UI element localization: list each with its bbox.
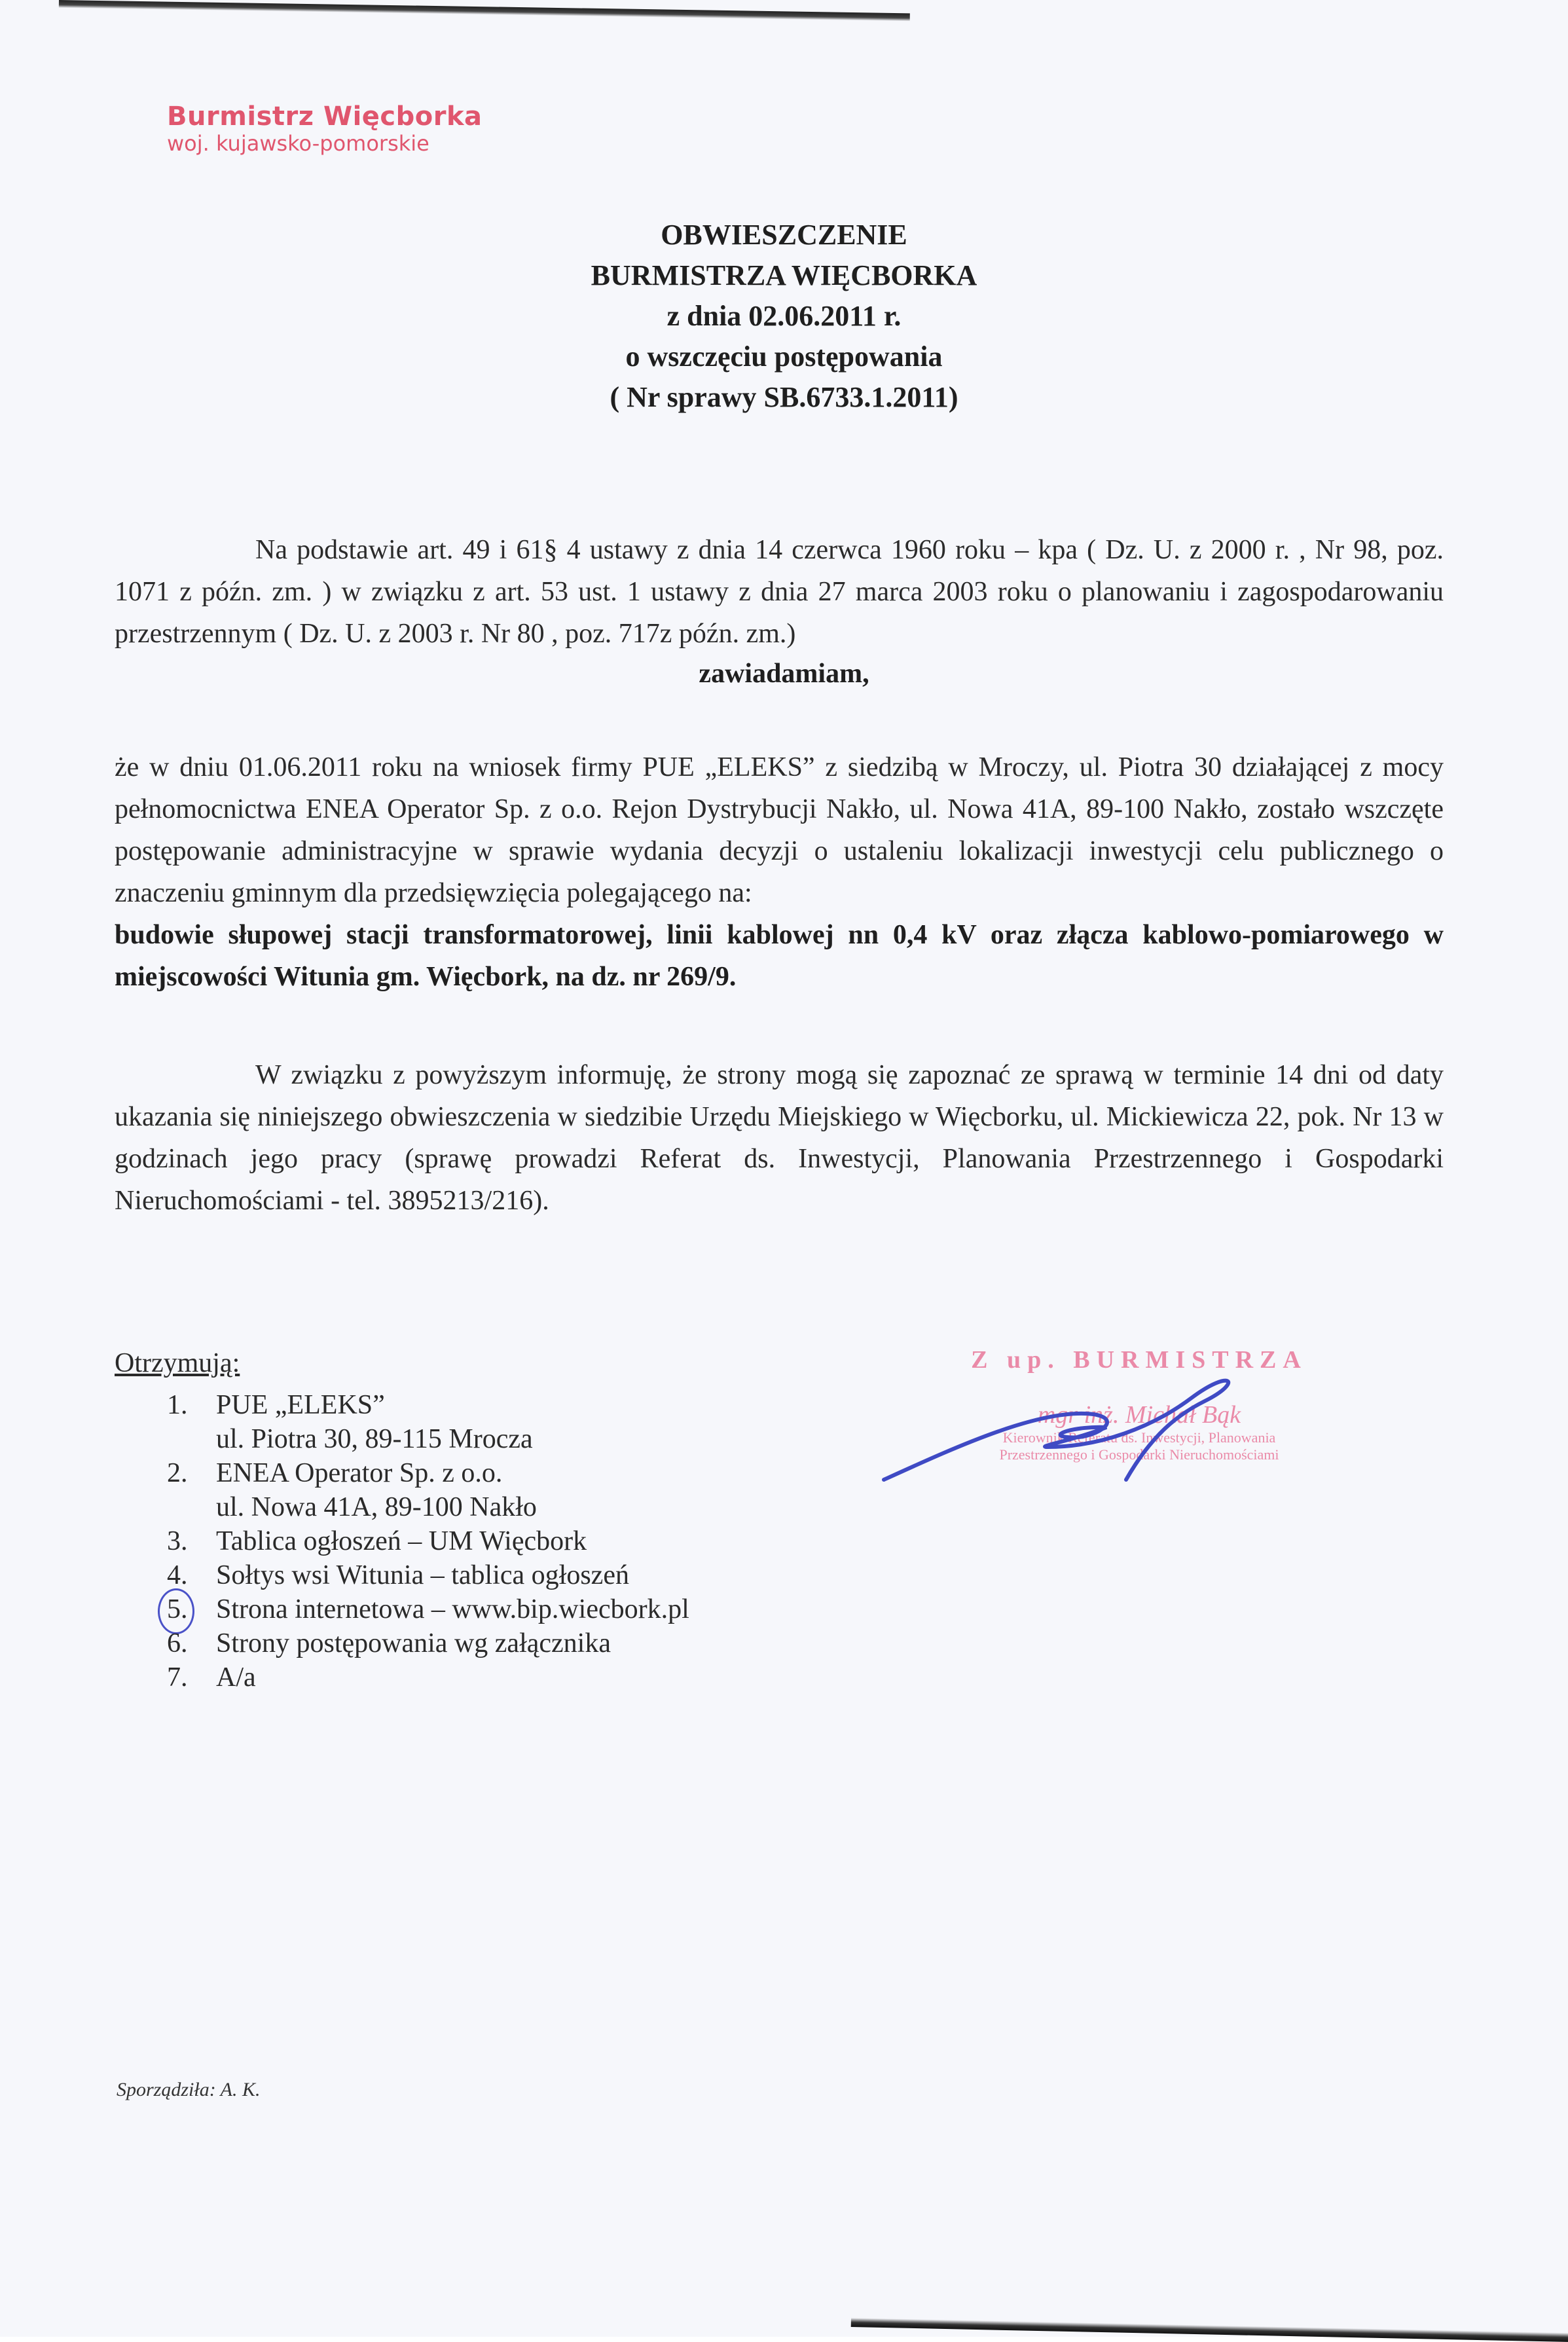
- recipient-text: Tablica ogłoszeń – UM Więcbork: [216, 1526, 587, 1556]
- recipient-number: 2.: [167, 1458, 188, 1488]
- recipient-number: 6.: [167, 1628, 188, 1658]
- recipient-item: [167, 1456, 689, 1490]
- signature-stamp-role-1: Kierownik Referatu ds. Inwestycji, Planowania: [1002, 1429, 1276, 1446]
- document-header: [0, 215, 1568, 418]
- recipient-item: [167, 1592, 689, 1626]
- case-number: ( Nr sprawy SB.6733.1.2011): [610, 381, 958, 413]
- notice-text: że w dniu 01.06.2011 roku na wniosek firmy PUE „ELEKS” z siedzibą w Mroczy, ul. Piotra 30 działającej z mocy pełnomocnictwa ENEA Operator Sp. z o.o. Rejon Dystrybucji Nakło, ul. Nowa 41A, 89-100 Nakło, zostało wszczęte postępowanie administracyjne w sprawie wydania decyzji o ustaleniu lokalizacji inwestycji celu publicznego o znaczeniu gminnym dla przedsięwzięcia polegającego na:: [115, 752, 1444, 908]
- document-subject: o wszczęciu postępowania: [625, 340, 943, 373]
- document-title: OBWIESZCZENIE: [661, 219, 907, 251]
- recipient-item: [167, 1626, 689, 1660]
- signature-stamp-role-2: Przestrzennego i Gospodarki Nieruchomościami: [999, 1446, 1279, 1463]
- legal-basis-paragraph: Na podstawie art. 49 i 61§ 4 ustawy z dnia 14 czerwca 1960 roku – kpa ( Dz. U. z 2000 r. , Nr 98, poz. 1071 z późn. zm. ) w związku z art. 53 ust. 1 ustawy z dnia 27 marca 2003 roku o planowaniu i zagospodarowaniu przestrzennym ( Dz. U. z 2003 r. Nr 80 , poz. 717z późn. zm.): [115, 535, 1444, 649]
- recipient-text: PUE „ELEKS”: [216, 1390, 385, 1420]
- signature-stamp-authority: Z up. BURMISTRZA: [971, 1346, 1307, 1374]
- recipient-address: ul. Piotra 30, 89-115 Mrocza: [216, 1424, 533, 1454]
- recipient-number: 3.: [167, 1526, 188, 1556]
- recipient-item: [167, 1660, 689, 1694]
- recipient-text: Sołtys wsi Witunia – tablica ogłoszeń: [216, 1560, 629, 1590]
- scan-edge-bottom: [851, 2318, 1568, 2342]
- investment-description: budowie słupowej stacji transformatorowej, linii kablowej nn 0,4 kV oraz złącza kablowo-pomiarowego w miejscowości Witunia gm. Więcbork, na dz. nr 269/9.: [115, 920, 1444, 992]
- recipient-item: [167, 1524, 689, 1558]
- office-stamp-line1: Burmistrz Więcborka: [167, 101, 483, 132]
- recipient-number: 7.: [167, 1662, 188, 1692]
- recipient-number: 1.: [167, 1390, 188, 1420]
- document-date: z dnia 02.06.2011 r.: [666, 300, 902, 332]
- recipient-item: [167, 1388, 689, 1422]
- recipients-list: [167, 1388, 689, 1694]
- signature-stroke: [884, 1381, 1228, 1480]
- handwritten-signature: [877, 1349, 1283, 1493]
- notice-paragraph: [115, 746, 1444, 998]
- recipient-text: Strona internetowa – www.bip.wiecbork.pl: [216, 1594, 689, 1624]
- recipient-text: ENEA Operator Sp. z o.o.: [216, 1458, 503, 1488]
- notify-heading: zawiadamiam,: [699, 659, 869, 689]
- recipient-item: [167, 1558, 689, 1592]
- document-subtitle: BURMISTRZA WIĘCBORKA: [591, 259, 977, 291]
- signature-stamp-name: mgr inż. Michał Bąk: [1037, 1401, 1241, 1429]
- office-stamp-line2: woj. kujawsko-pomorskie: [167, 131, 429, 156]
- recipients-title: Otrzymują:: [115, 1348, 240, 1378]
- recipient-number: 5.: [167, 1592, 216, 1626]
- office-stamp: [167, 101, 483, 156]
- information-paragraph: W związku z powyższym informuję, że strony mogą się zapoznać ze sprawą w terminie 14 dni od daty ukazania się niniejszego obwieszczenia w siedzibie Urzędu Miejskiego w Więcborku, ul. Mickiewicza 22, pok. Nr 13 w godzinach jego pracy (sprawę prowadzi Referat ds. Inwestycji, Planowania Przestrzennego i Gospodarki Nieruchomościami - tel. 3895213/216).: [115, 1060, 1444, 1216]
- scan-edge-top: [59, 0, 910, 21]
- prepared-by: Sporządziła: A. K.: [117, 2079, 261, 2100]
- recipient-text: Strony postępowania wg załącznika: [216, 1628, 611, 1658]
- recipient-address: ul. Nowa 41A, 89-100 Nakło: [216, 1492, 537, 1522]
- recipient-text: A/a: [216, 1662, 256, 1692]
- recipient-number: 4.: [167, 1560, 188, 1590]
